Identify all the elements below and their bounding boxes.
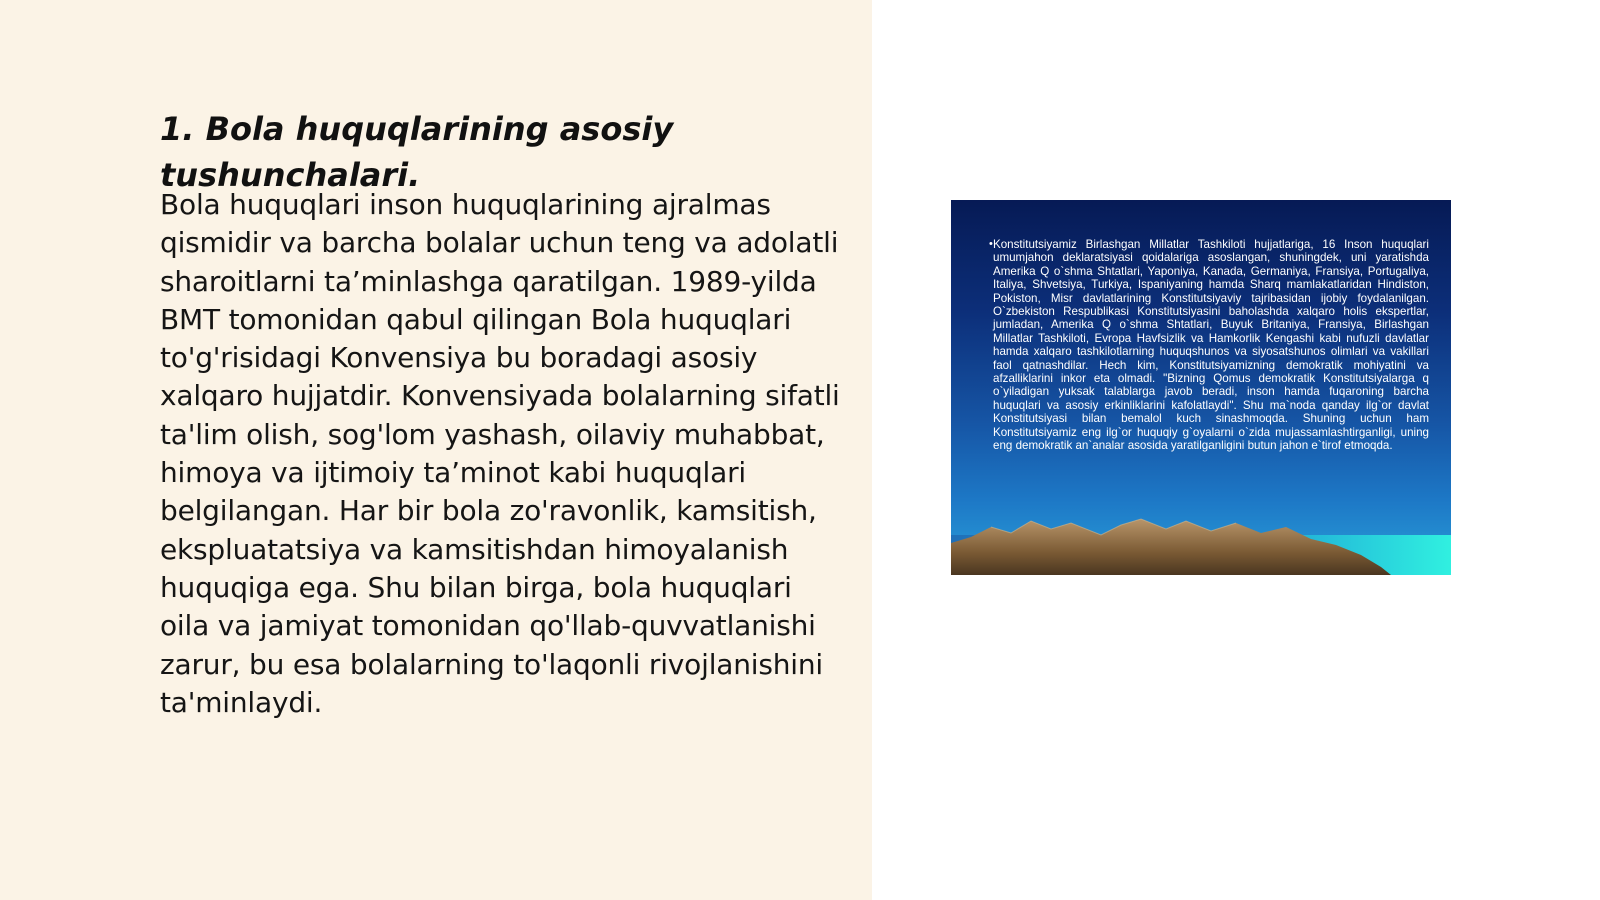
bullet-glyph: • — [989, 238, 993, 250]
slide-body-text: Bola huquqlari inson huquqlarining ajralmas qismidir va barcha bolalar uchun teng va adolatli sharoitlarni ta’minlashga qaratilgan. 1989-yilda BMT tomonidan qabul qilingan Bola huquqlari to'g'risidagi Konvensiya bu boradagi asosiy xalqaro hujjatdir. Konvensiyada bolalarning sifatli ta'lim olish, sog'lom yashash, oilaviy muhabbat, himoya va ijtimoiy ta’minot kabi huquqlari belgilangan. Har bir bola zo'ravonlik, kamsitish, ekspluatatsiya va kamsitishdan himoyalanish huquqiga ega. Shu bilan birga, bola huquqlari oila va jamiyat tomonidan qo'llab-quvvatlanishi zarur, bu esa bolalarning to'laqonli rivojlanishini ta'minlaydi. — [160, 188, 840, 719]
mountain-range-graphic — [951, 515, 1451, 575]
image-caption-text: Konstitutsiyamiz Birlashgan Millatlar Tashkiloti hujjatlariga, 16 Inson huquqlari umumjahon deklaratsiyasi qoidalariga asoslangan, shuningdek, uni yaratishda Amerika Q o`shma Shtatlari, Yaponiya, Kanada, Germaniya, Fransiya, Portugaliya, Italiya, Shvetsiya, Turkiya, Ispaniyaning hamda Sharq mamlakatlaridan Hindiston, Pokiston, Misr davlatlarining Konstitutsiyaviy tajribasidan ijobiy foydalanilgan. O`zbekiston Respublikasi Konstitutsiyasini baholashda xalqaro holis ekspertlar, jumladan, Amerika Q o`shma Shtatlari, Buyuk Britaniya, Fransiya, Birlashgan Millatlar Tashkiloti, Evropa Havfsizlik va Hamkorlik Kengashi kabi nufuzli davlatlar hamda xalqaro tashkilotlarning huquqshunos va siyosatshunos olimlari va vakillari faol qatnashdilar. Hech kim, Konstitutsiyamizning demokratik mohiyatini va afzalliklarini inkor eta olmadi. "Bizning Qomus demokratik Konstitutsiyalarga q o`yiladigan yuksak talablarga javob beradi, inson hamda fuqaroning barcha huquqlari va asosiy erkinliklarini kafolatlaydi". Shu ma`noda qanday ilg`or davlat Konstitutsiyasi bilan bemalol kuch sinashmoqda. Shuning uchun ham Konstitutsiyamiz eng ilg`or huquqiy g`oyalarni o`zida mujassamlashtirganligi, uning eng demokratik an`analar asosida yaratilganligini butun jahon e`tirof etmoqda. — [993, 238, 1429, 453]
slide-title: 1. Bola huquqlarining asosiy tushunchalari. — [160, 110, 674, 194]
slide-image — [951, 200, 1451, 575]
